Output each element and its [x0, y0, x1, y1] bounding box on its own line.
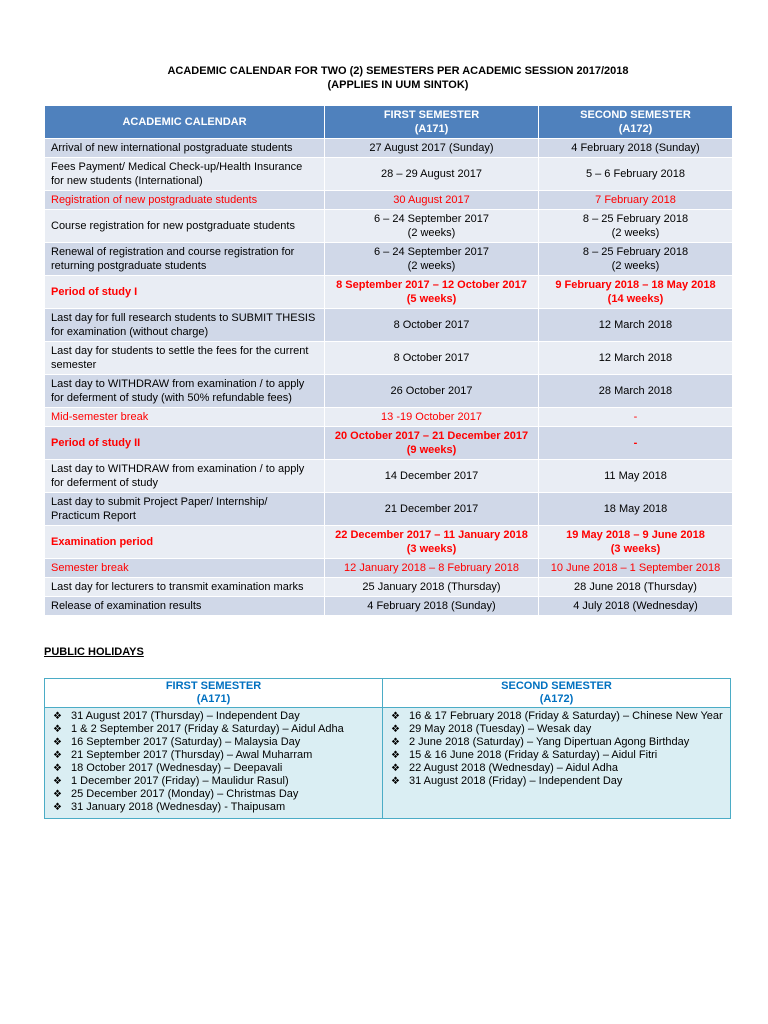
holiday-item: ❖ 31 August 2018 (Friday) – Independent Day — [387, 775, 726, 788]
holiday-item: ❖ 2 June 2018 (Saturday) – Yang Dipertuan Agong Birthday — [387, 736, 726, 749]
second-semester-date: - — [539, 408, 733, 427]
event-label: Last day to submit Project Paper/ Internship/ Practicum Report — [45, 493, 325, 526]
first-semester-date: 6 – 24 September 2017 (2 weeks) — [325, 210, 539, 243]
event-label: Renewal of registration and course registration for returning postgraduate students — [45, 243, 325, 276]
first-semester-date: 8 October 2017 — [325, 342, 539, 375]
second-semester-date: 5 – 6 February 2018 — [539, 158, 733, 191]
first-semester-date: 12 January 2018 – 8 February 2018 — [325, 559, 539, 578]
second-semester-date: - — [539, 427, 733, 460]
first-semester-date: 6 – 24 September 2017 (2 weeks) — [325, 243, 539, 276]
second-semester-date: 28 March 2018 — [539, 375, 733, 408]
holiday-item: ❖ 18 October 2017 (Wednesday) – Deepavali — [49, 762, 378, 775]
table-row — [45, 493, 733, 526]
second-semester-date: 7 February 2018 — [539, 191, 733, 210]
second-semester-date: 11 May 2018 — [539, 460, 733, 493]
table-row — [45, 597, 733, 616]
first-semester-date: 30 August 2017 — [325, 191, 539, 210]
table-row — [45, 526, 733, 559]
event-label: Registration of new postgraduate students — [45, 191, 325, 210]
event-label: Release of examination results — [45, 597, 325, 616]
holiday-item: ❖ 25 December 2017 (Monday) – Christmas Day — [49, 788, 378, 801]
second-semester-date: 12 March 2018 — [539, 309, 733, 342]
holidays-header-row — [45, 679, 731, 708]
first-semester-date: 14 December 2017 — [325, 460, 539, 493]
event-label: Fees Payment/ Medical Check-up/Health Insurance for new students (International) — [45, 158, 325, 191]
second-semester-date: 9 February 2018 – 18 May 2018 (14 weeks) — [539, 276, 733, 309]
first-semester-date: 21 December 2017 — [325, 493, 539, 526]
holiday-item: ❖ 16 & 17 February 2018 (Friday & Saturday) – Chinese New Year — [387, 710, 726, 723]
second-semester-date: 10 June 2018 – 1 September 2018 — [539, 559, 733, 578]
first-semester-date: 13 -19 October 2017 — [325, 408, 539, 427]
table-row — [45, 243, 733, 276]
first-semester-date: 27 August 2017 (Sunday) — [325, 139, 539, 158]
second-semester-date: 12 March 2018 — [539, 342, 733, 375]
first-semester-holidays — [45, 708, 383, 819]
second-semester-date: 8 – 25 February 2018 (2 weeks) — [539, 243, 733, 276]
table-row — [45, 309, 733, 342]
holidays-body-row — [45, 708, 731, 819]
header-first-semester: FIRST SEMESTER (A171) — [45, 679, 383, 708]
first-semester-date: 25 January 2018 (Thursday) — [325, 578, 539, 597]
table-row — [45, 427, 733, 460]
first-semester-date: 20 October 2017 – 21 December 2017 (9 weeks) — [325, 427, 539, 460]
header-first-semester: FIRST SEMESTER (A171) — [325, 106, 539, 139]
academic-calendar-table — [44, 105, 733, 616]
table-row — [45, 375, 733, 408]
event-label: Last day for lecturers to transmit examination marks — [45, 578, 325, 597]
holiday-item: ❖ 1 December 2017 (Friday) – Maulidur Rasul) — [49, 775, 378, 788]
title-line-1: ACADEMIC CALENDAR FOR TWO (2) SEMESTERS PER ACADEMIC SESSION 2017/2018 — [167, 65, 629, 77]
event-label: Semester break — [45, 559, 325, 578]
holiday-item: ❖ 31 January 2018 (Wednesday) - Thaipusam — [49, 801, 378, 814]
event-label: Last day for full research students to SUBMIT THESIS for examination (without charge) — [45, 309, 325, 342]
document-title — [0, 64, 768, 92]
table-row — [45, 210, 733, 243]
holiday-item: ❖ 15 & 16 June 2018 (Friday & Saturday) – Aidul Fitri — [387, 749, 726, 762]
holiday-item: ❖ 22 August 2018 (Wednesday) – Aidul Adha — [387, 762, 726, 775]
table-row — [45, 191, 733, 210]
holiday-item: ❖ 1 & 2 September 2017 (Friday & Saturday) – Aidul Adha — [49, 723, 378, 736]
table-row — [45, 578, 733, 597]
second-semester-date: 4 February 2018 (Sunday) — [539, 139, 733, 158]
first-semester-date: 26 October 2017 — [325, 375, 539, 408]
holiday-item: ❖ 16 September 2017 (Saturday) – Malaysia Day — [49, 736, 378, 749]
title-line-2: (APPLIES IN UUM SINTOK) — [327, 79, 469, 91]
first-semester-date: 8 September 2017 – 12 October 2017 (5 weeks) — [325, 276, 539, 309]
holiday-item: ❖ 31 August 2017 (Thursday) – Independent Day — [49, 710, 378, 723]
second-semester-date: 4 July 2018 (Wednesday) — [539, 597, 733, 616]
second-semester-date: 19 May 2018 – 9 June 2018 (3 weeks) — [539, 526, 733, 559]
header-second-semester: SECOND SEMESTER (A172) — [539, 106, 733, 139]
calendar-header-row — [45, 106, 733, 139]
first-semester-date: 28 – 29 August 2017 — [325, 158, 539, 191]
table-row — [45, 158, 733, 191]
event-label: Arrival of new international postgraduate students — [45, 139, 325, 158]
holiday-item: ❖ 29 May 2018 (Tuesday) – Wesak day — [387, 723, 726, 736]
table-row — [45, 460, 733, 493]
table-row — [45, 408, 733, 427]
first-semester-date: 8 October 2017 — [325, 309, 539, 342]
table-row — [45, 139, 733, 158]
header-academic-calendar: ACADEMIC CALENDAR — [45, 106, 325, 139]
header-second-semester: SECOND SEMESTER (A172) — [383, 679, 731, 708]
event-label: Last day to WITHDRAW from examination / to apply for deferment of study (with 50% refundable fees) — [45, 375, 325, 408]
table-row — [45, 276, 733, 309]
public-holidays-heading: PUBLIC HOLIDAYS — [44, 646, 144, 658]
event-label: Last day to WITHDRAW from examination / to apply for deferment of study — [45, 460, 325, 493]
holiday-item: ❖ 21 September 2017 (Thursday) – Awal Muharram — [49, 749, 378, 762]
table-row — [45, 342, 733, 375]
second-semester-date: 18 May 2018 — [539, 493, 733, 526]
second-semester-date: 28 June 2018 (Thursday) — [539, 578, 733, 597]
event-label: Last day for students to settle the fees for the current semester — [45, 342, 325, 375]
event-label: Period of study II — [45, 427, 325, 460]
public-holidays-table — [44, 678, 731, 819]
event-label: Examination period — [45, 526, 325, 559]
second-semester-date: 8 – 25 February 2018 (2 weeks) — [539, 210, 733, 243]
event-label: Period of study I — [45, 276, 325, 309]
event-label: Course registration for new postgraduate students — [45, 210, 325, 243]
table-row — [45, 559, 733, 578]
first-semester-date: 4 February 2018 (Sunday) — [325, 597, 539, 616]
second-semester-holidays — [383, 708, 731, 819]
event-label: Mid-semester break — [45, 408, 325, 427]
first-semester-date: 22 December 2017 – 11 January 2018 (3 weeks) — [325, 526, 539, 559]
